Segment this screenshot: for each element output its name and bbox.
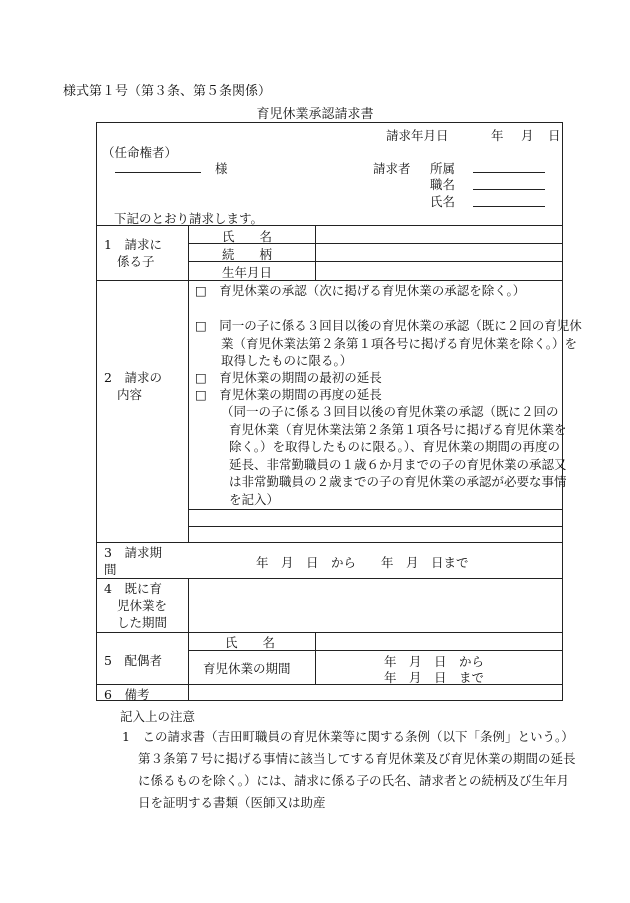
note-item-1: 1 この請求書（吉田町職員の育児休業等に関する条例（以下「条例」という。）第３条第７号に掲げる事情に該当してする育児休業及び育児休業の期間の延長に係るものを除く。）には、請求に係る子の氏名、請求者との続柄及び生年月日を証明する書類（医師又は助産: [122, 729, 576, 810]
reason-note: （同一の子に係る３回目以後の育児休業の承認（既に２回の育児休業（育児休業法第２条第１項各号に掲げる育児休業を除く。）を取得したものに限る。）、育児休業の期間の再度の延長、非常勤職員の１歳６か月までの子の育児休業の承認又は非常勤職員の２歳までの子の育児休業の承認が必要な事情を記入）: [221, 404, 567, 507]
form-id: 様式第１号（第３条、第５条関係）: [63, 84, 272, 99]
period-text: 年 月 日 から 年 月 日まで: [256, 555, 469, 570]
job-title-label: 職名: [430, 177, 456, 192]
spouse-label: 5 配偶者: [104, 653, 162, 668]
child-label-2: 係る子: [117, 254, 155, 269]
period-label-2: 間: [104, 562, 117, 577]
affiliation-line: [473, 172, 545, 173]
past-label-2: 児休業を: [117, 598, 168, 613]
spouse-period-to: 年 月 日 まで: [384, 670, 485, 685]
row-divider: [96, 542, 563, 543]
notes-heading: 記入上の注意: [120, 709, 196, 724]
past-label-1: 4 既に育: [104, 581, 162, 596]
child-name-label: 氏 名: [222, 229, 273, 244]
row-divider: [96, 632, 563, 633]
child-birthdate-label: 生年月日: [222, 265, 273, 280]
column-divider: [315, 632, 316, 684]
remarks-label: 6 備考: [104, 687, 150, 702]
child-relation-label: 続 柄: [222, 247, 273, 262]
spouse-period-from: 年 月 日 から: [384, 654, 485, 669]
row-divider: [96, 280, 563, 281]
name-line: [473, 206, 545, 207]
content-label-1: 2 請求の: [104, 370, 162, 385]
affiliation-label: 所属: [430, 161, 456, 176]
content-label-2: 内容: [117, 387, 143, 402]
option-second-extension[interactable]: □ 育児休業の期間の再度の延長: [195, 387, 382, 402]
appointer-line: [115, 172, 201, 173]
row-divider: [188, 509, 563, 510]
request-date-day: 日: [548, 128, 561, 143]
appointer-label: （任命権者）: [102, 145, 178, 160]
request-date-month: 月: [521, 128, 534, 143]
past-label-3: した期間: [117, 615, 168, 630]
spouse-name-label: 氏 名: [225, 635, 276, 650]
request-date-label: 請求年月日: [386, 128, 449, 143]
option-approval[interactable]: □ 育児休業の承認（次に掲げる育児休業の承認を除く。）: [195, 283, 526, 298]
intro-text: 下記のとおり請求します。: [114, 211, 264, 226]
column-divider: [315, 225, 316, 280]
requester-label: 請求者: [373, 161, 411, 176]
form-title: 育児休業承認請求書: [256, 107, 374, 122]
sama-label: 様: [215, 161, 228, 176]
child-label-1: 1 請求に: [104, 237, 162, 252]
column-divider: [188, 225, 189, 542]
period-label-1: 3 請求期: [104, 545, 162, 560]
spouse-period-label: 育児休業の期間: [203, 661, 291, 676]
job-title-line: [473, 189, 545, 190]
option-first-extension[interactable]: □ 育児休業の期間の最初の延長: [195, 370, 382, 385]
row-divider: [188, 526, 563, 527]
option-third-approval[interactable]: □ 同一の子に係る３回目以後の育児休業の承認（既に２回の育児休業（育児休業法第２条第１項各号に掲げる育児休業を除く。）を取得したものに限る。）: [195, 318, 582, 368]
request-date-year: 年: [491, 128, 504, 143]
row-divider: [96, 684, 563, 685]
column-divider: [188, 578, 189, 701]
name-label: 氏名: [430, 194, 456, 209]
row-divider: [96, 578, 563, 579]
